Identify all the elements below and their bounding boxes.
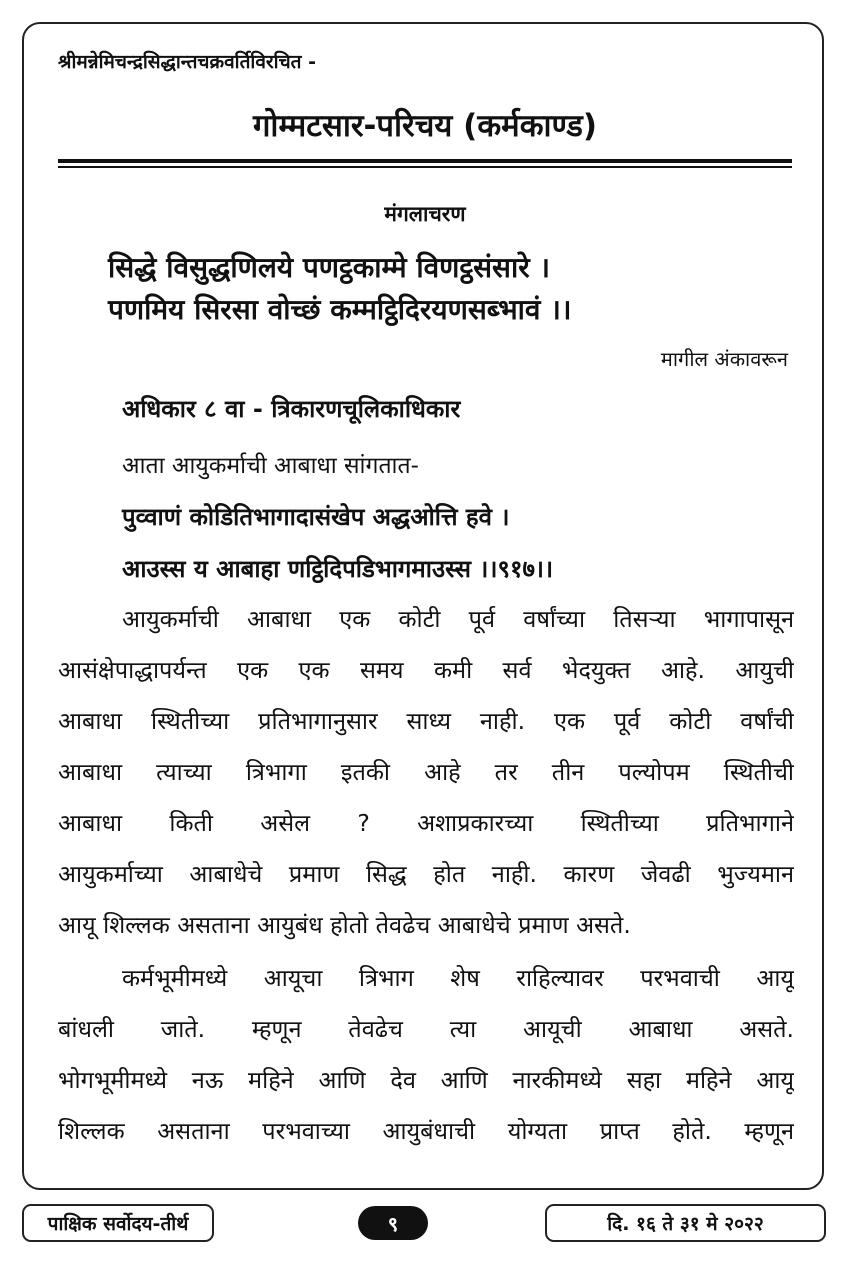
page-number: ९ [358, 1206, 428, 1240]
gatha-line-2: आउस्स य आबाहा णट्ठिदिपडिभागमाउस्स ।।९१७।। [122, 555, 554, 583]
paragraph-1-line: आबाधा त्याच्या त्रिभागा इतकी आहे तर तीन पल्योपम स्थितीची [58, 758, 794, 786]
chapter-heading: अधिकार ८ वा - त्रिकारणचूलिकाधिकार [122, 395, 461, 423]
paragraph-2-line: भोगभूमीमध्ये नऊ महिने आणि देव आणि नारकीमध्ये सहा महिने आयू [58, 1066, 794, 1094]
footer-issue-date: दि. १६ ते ३१ मे २०२२ [545, 1204, 826, 1242]
mangalacharan-heading: मंगलाचरण [384, 202, 466, 226]
intro-line: आता आयुकर्माची आबाधा सांगतात- [122, 453, 419, 479]
paragraph-1-line: आबाधा किती असेल ? अशाप्रकारच्या स्थितीच्या प्रतिभागाने [58, 809, 794, 837]
paragraph-2-line: शिल्लक असताना परभवाच्या आयुबंधाची योग्यता प्राप्त होते. म्हणून [58, 1117, 794, 1145]
paragraph-2-line: कर्मभूमीमध्ये आयूचा त्रिभाग शेष राहिल्यावर परभवाची आयू [122, 964, 794, 992]
title-rule-thick [58, 159, 792, 163]
paragraph-1-line: आसंक्षेपाद्धापर्यन्त एक एक समय कमी सर्व भेदयुक्त आहे. आयुची [58, 656, 794, 684]
paragraph-1-line: आबाधा स्थितीच्या प्रतिभागानुसार साध्य नाही. एक पूर्व कोटी वर्षांची [58, 707, 794, 735]
invocation-verse-line-1: सिद्धे विसुद्धणिलये पणट्ठकाम्मे विणट्ठसंसारे । [108, 251, 551, 284]
continued-note: मागील अंकावरून [660, 347, 788, 371]
paragraph-2-line: बांधली जाते. म्हणून तेवढेच त्या आयूची आबाधा असते. [58, 1015, 794, 1043]
paragraph-1-line: आयुकर्माच्या आबाधेचे प्रमाण सिद्ध होत नाही. कारण जेवढी भुज्यमान [58, 860, 794, 888]
paragraph-1-line: आयुकर्माची आबाधा एक कोटी पूर्व वर्षांच्या तिसऱ्या भागापासून [122, 605, 794, 633]
series-attribution: श्रीमन्नेमिचन्द्रसिद्धान्तचक्रवर्तिविरचित - [58, 51, 316, 73]
invocation-verse-line-2: पणमिय सिरसा वोच्छं कम्मट्ठिदिरयणसब्भावं ।। [108, 293, 572, 326]
paragraph-1-line: आयू शिल्लक असताना आयुबंध होतो तेवढेच आबाधेचे प्रमाण असते. [58, 911, 631, 939]
gatha-line-1: पुव्वाणं कोडितिभागादासंखेप अद्धओत्ति हवे । [122, 503, 510, 531]
page-title: गोम्मटसार-परिचय (कर्मकाण्ड) [252, 108, 598, 144]
title-rule-thin [58, 166, 792, 168]
footer-publication-name: पाक्षिक सर्वोदय-तीर्थ [22, 1204, 214, 1242]
